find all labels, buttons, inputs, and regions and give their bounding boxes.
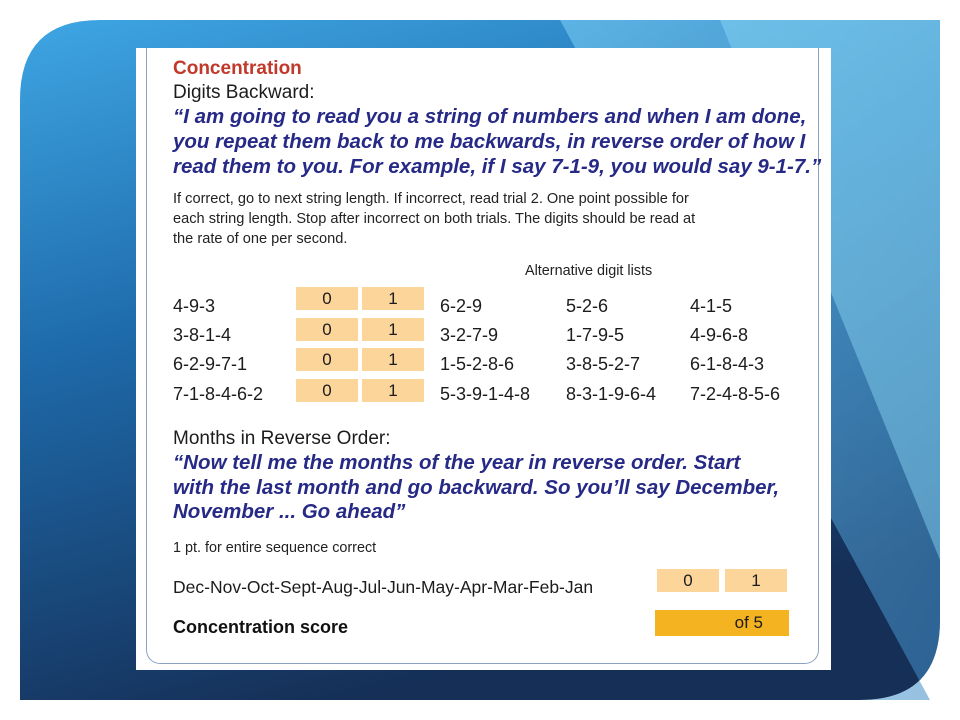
alt-list-3: 7-2-4-8-5-6 xyxy=(690,384,781,404)
digit-sequence: 6-2-9-7-1 xyxy=(173,354,248,374)
score-zero-box[interactable]: 0 xyxy=(296,348,358,371)
instruction-line-2: each string length. Stop after incorrect on both trials. The digits should be read at xyxy=(173,211,696,227)
section-title: Concentration xyxy=(173,58,302,79)
score-zero-box[interactable]: 0 xyxy=(296,318,358,341)
instruction-line-1: If correct, go to next string length. If incorrect, read trial 2. One point possible for xyxy=(173,191,689,207)
score-one-box[interactable]: 1 xyxy=(362,318,424,341)
concentration-score-label: Concentration score xyxy=(173,617,349,637)
score-zero-box[interactable]: 0 xyxy=(296,379,358,402)
alt-list-1: 3-2-7-9 xyxy=(440,325,499,345)
months-score-one-box[interactable]: 1 xyxy=(725,569,787,592)
months-quote-line-2: with the last month and go backward. So you’ll say December, xyxy=(173,476,780,499)
alt-list-1: 5-3-9-1-4-8 xyxy=(440,384,531,404)
concentration-score-box[interactable] xyxy=(655,610,789,636)
digits-quote-line-3: read them to you. For example, if I say 7-1-9, you would say 9-1-7.” xyxy=(173,155,822,178)
alt-list-2: 3-8-5-2-7 xyxy=(566,354,641,374)
months-quote-line-1: “Now tell me the months of the year in reverse order. Start xyxy=(173,451,741,474)
score-zero-box[interactable]: 0 xyxy=(296,287,358,310)
concentration-score-value: of 5 xyxy=(734,613,763,632)
alt-list-1: 6-2-9 xyxy=(440,296,483,316)
digit-sequence: 7-1-8-4-6-2 xyxy=(173,384,264,404)
digit-sequence: 4-9-3 xyxy=(173,296,216,316)
score-one-box[interactable]: 1 xyxy=(362,287,424,310)
alt-list-2: 8-3-1-9-6-4 xyxy=(566,384,657,404)
digit-sequence: 3-8-1-4 xyxy=(173,325,232,345)
alt-list-3: 4-9-6-8 xyxy=(690,325,749,345)
digits-quote-line-2: you repeat them back to me backwards, in reverse order of how I xyxy=(173,130,806,153)
months-sequence: Dec-Nov-Oct-Sept-Aug-Jul-Jun-May-Apr-Mar-Feb-Jan xyxy=(173,577,594,597)
digits-quote-line-1: “I am going to read you a string of numbers and when I am done, xyxy=(173,105,807,128)
months-score-zero-box[interactable]: 0 xyxy=(657,569,719,592)
alt-list-1: 1-5-2-8-6 xyxy=(440,354,515,374)
alt-list-2: 5-2-6 xyxy=(566,296,609,316)
instruction-line-3: the rate of one per second. xyxy=(173,231,348,247)
alt-list-3: 6-1-8-4-3 xyxy=(690,354,765,374)
digits-backward-heading: Digits Backward: xyxy=(173,82,315,103)
months-heading: Months in Reverse Order: xyxy=(173,428,391,449)
alt-list-2: 1-7-9-5 xyxy=(566,325,625,345)
score-one-box[interactable]: 1 xyxy=(362,379,424,402)
alternative-lists-header: Alternative digit lists xyxy=(525,263,653,279)
score-one-box[interactable]: 1 xyxy=(362,348,424,371)
months-quote-line-3: November ... Go ahead” xyxy=(173,500,406,523)
months-scoring-note: 1 pt. for entire sequence correct xyxy=(173,540,377,556)
alt-list-3: 4-1-5 xyxy=(690,296,733,316)
